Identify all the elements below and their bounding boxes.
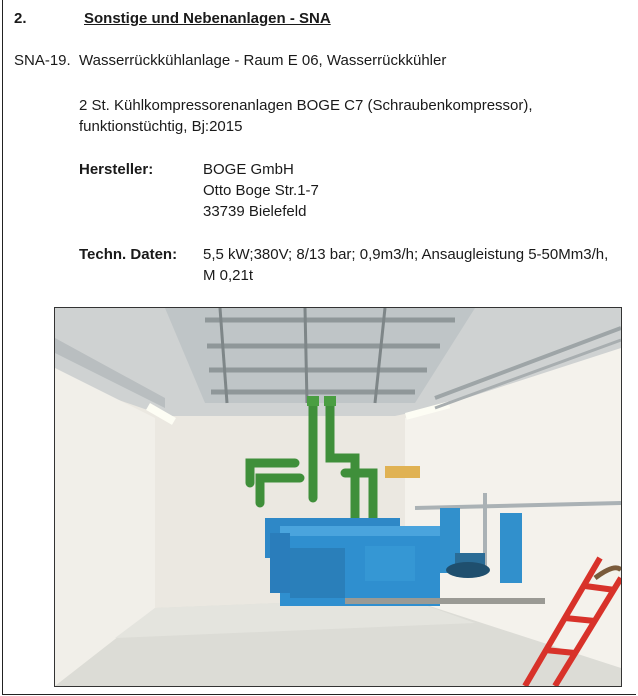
item-code: SNA-19. [14, 52, 71, 69]
item-title: Wasserrückkühlanlage - Raum E 06, Wasserrückkühler [79, 52, 447, 69]
item-description-line2: funktionstüchtig, Bj:2015 [79, 118, 243, 135]
tech-line2: M 0,21t [203, 267, 254, 284]
section-number: 2. [14, 10, 27, 27]
manufacturer-name: BOGE GmbH [203, 161, 294, 178]
tech-line1: 5,5 kW;380V; 8/13 bar; 0,9m3/h; Ansaugleistung 5-50Mm3/h, [203, 246, 609, 263]
tech-label: Techn. Daten: [79, 246, 178, 263]
manufacturer-label: Hersteller: [79, 161, 154, 178]
section-title: Sonstige und Nebenanlagen - SNA [84, 10, 331, 27]
item-description-line1: 2 St. Kühlkompressorenanlagen BOGE C7 (Schraubenkompressor), [79, 97, 533, 114]
compressor-room-photo [54, 307, 622, 687]
manufacturer-street: Otto Boge Str.1-7 [203, 182, 319, 199]
manufacturer-city: 33739 Bielefeld [203, 203, 307, 220]
